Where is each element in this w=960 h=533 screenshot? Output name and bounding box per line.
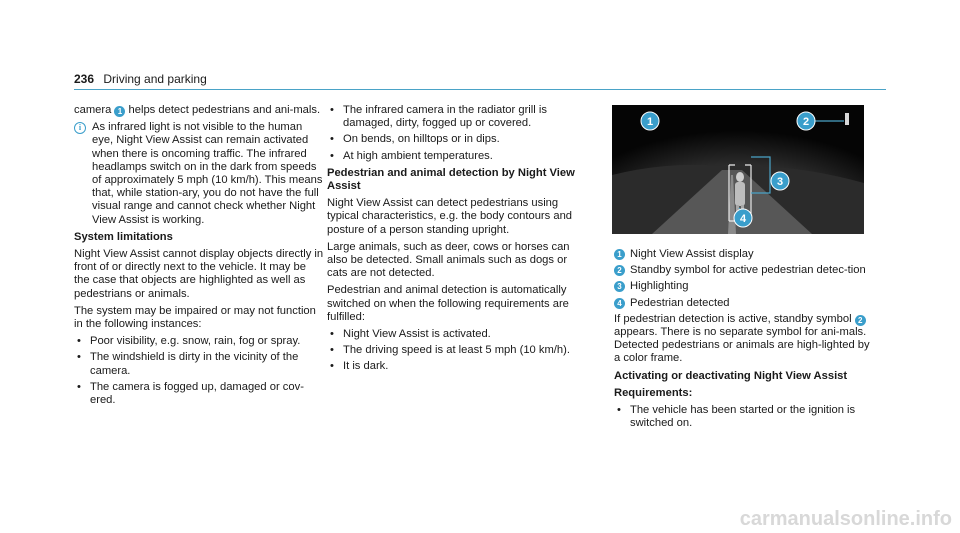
list-item: • Poor visibility, e.g. snow, rain, fog or spray.	[74, 335, 324, 348]
standby-paragraph: If pedestrian detection is active, standby symbol 2 appears. There is no separate symbol for ani-mals. Detected pedestrians or animals are high-lighted by a color frame.	[614, 312, 870, 365]
requirements-list	[327, 328, 589, 374]
legend-badge-3: 3	[614, 281, 625, 292]
activation-requirements	[614, 404, 874, 430]
pedestrian-head	[736, 172, 744, 182]
legend-badge-2: 2	[614, 265, 625, 276]
list-item: • The camera is fogged up, damaged or cov-ered.	[74, 381, 324, 407]
limits-text: Night View Assist cannot display objects directly in front of or directly next to the vehicle. It may be the case that objects are highlighted as well as pedestrians or animals.	[74, 248, 324, 300]
list-item: • The windshield is dirty in the vicinity of the camera.	[74, 351, 324, 377]
callout-3-label: 3	[776, 176, 784, 188]
list-item: • It is dark.	[327, 360, 589, 373]
list-item: • The driving speed is at least 5 mph (10 km/h).	[327, 344, 589, 357]
impair-list-continued	[327, 104, 589, 163]
legend-item: 2 Standby symbol for active pedestrian detec-tion	[614, 264, 874, 277]
list-item: • At high ambient temperatures.	[327, 150, 589, 163]
header-rule	[74, 89, 886, 90]
standby-pedestrian-icon	[845, 113, 849, 125]
callout-2-label: 2	[802, 116, 810, 128]
section-title: Driving and parking	[103, 72, 207, 86]
auto-text: Pedestrian and animal detection is automatically switched on when the following requirements are fulfilled:	[327, 284, 569, 323]
callout-badge-2: 2	[855, 315, 866, 326]
column-2	[327, 104, 589, 378]
callout-badge-1: 1	[114, 106, 125, 117]
watermark: carmanualsonline.info	[739, 508, 952, 530]
detect-heading: Pedestrian and animal detection by Night View Assist	[327, 166, 575, 193]
page-number: 236	[74, 72, 95, 86]
legend-item: 3 Highlighting	[614, 280, 874, 293]
list-item: • The infrared camera in the radiator grill is damaged, dirty, fogged up or covered.	[327, 104, 589, 130]
list-item: • The vehicle has been started or the ignition is switched on.	[614, 404, 874, 430]
list-item: • Night View Assist is activated.	[327, 328, 589, 341]
animals-text: Large animals, such as deer, cows or horses can also be detected. Small animals such as dogs or cats are not detected.	[327, 240, 570, 280]
night-view-illustration	[612, 105, 864, 234]
legend-badge-1: 1	[614, 249, 625, 260]
pedestrian-body	[735, 182, 745, 206]
night-view-image	[612, 105, 864, 234]
legend-item: 4 Pedestrian detected	[614, 297, 874, 310]
impair-text: The system may be impaired or may not function in the following instances:	[74, 304, 316, 331]
list-item: • On bends, on hilltops or in dips.	[327, 133, 589, 146]
column-3	[614, 248, 874, 434]
detect-text: Night View Assist can detect pedestrians using typical characteristics, e.g. the body contours and posture of a person standing upright.	[327, 197, 573, 236]
requirements-heading: Requirements:	[614, 386, 693, 399]
callout-4-label: 4	[739, 213, 747, 225]
column-1	[74, 104, 324, 411]
activate-heading: Activating or deactivating Night View Assist	[614, 369, 848, 382]
info-icon: i	[74, 122, 86, 134]
callout-1-label: 1	[646, 116, 654, 128]
intro-paragraph: camera 1 helps detect pedestrians and ani-mals.	[74, 104, 321, 116]
limits-heading: System limitations	[74, 230, 173, 243]
impair-list	[74, 335, 324, 407]
legend-item: 1 Night View Assist display	[614, 248, 874, 261]
legend-badge-4: 4	[614, 298, 625, 309]
info-note: i As infrared light is not visible to the human eye, Night View Assist can remain activated when there is oncoming traffic. The infrared headlamps switch on in the dark from speeds of approximately 5 mph (10 km/h). This means that, while station-ary, you do not have the full visual range and cannot check whether Night View Assist is working.	[74, 121, 324, 227]
page-header	[74, 72, 207, 86]
